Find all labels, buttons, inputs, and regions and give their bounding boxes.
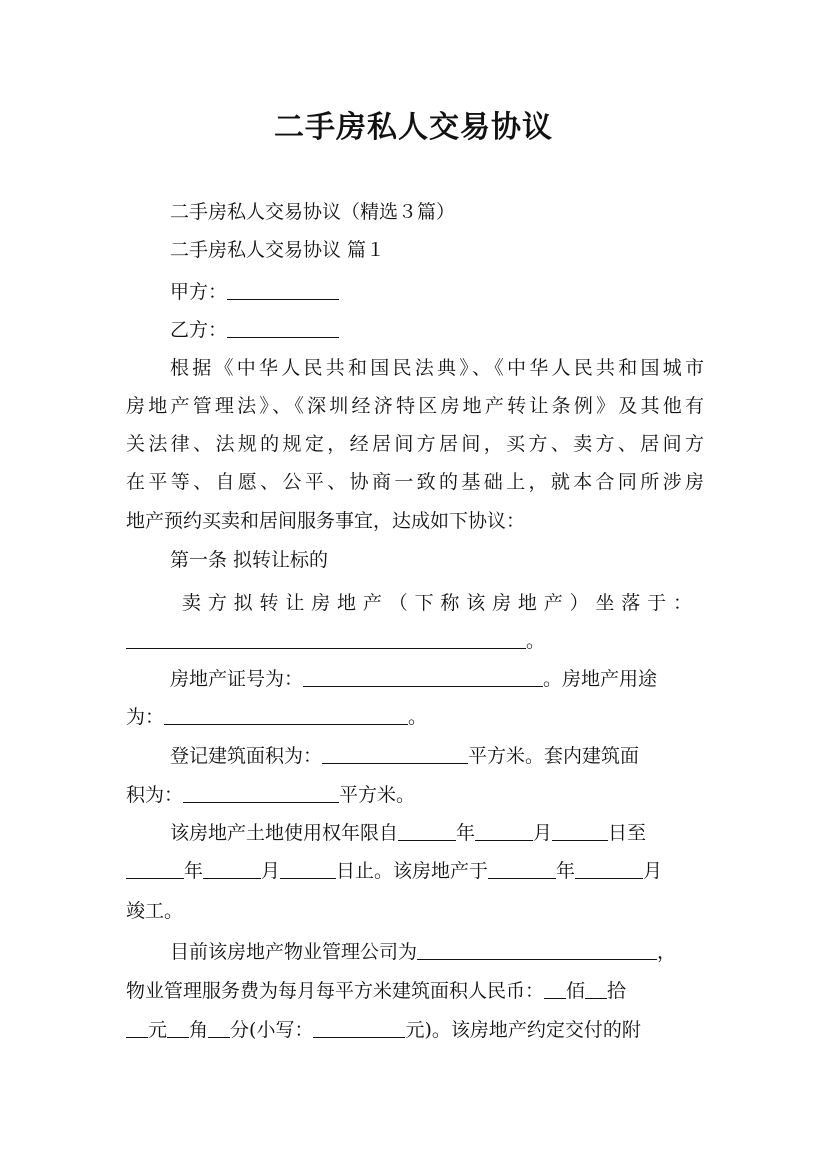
mgmt-blank xyxy=(417,941,657,960)
area-line: 登记建筑面积为： 平方米。套内建筑面 xyxy=(170,745,640,767)
basis-line-3: 关法律、法规的规定，经居间方居间，买方、卖方、居间方 xyxy=(126,433,704,455)
inner-area-blank xyxy=(183,784,339,803)
party-b-label: 乙方： xyxy=(170,319,228,341)
basis-line-5: 地产预约买卖和居间服务事宜，达成如下协议： xyxy=(126,510,526,532)
area-blank xyxy=(322,745,468,764)
party-a-label: 甲方： xyxy=(170,281,228,303)
cert-line: 房地产证号为： 。房地产用途 xyxy=(170,668,658,690)
fee-line-2: 元 角 分(小写： 元)。该房地产约定交付的附 xyxy=(126,1015,704,1045)
subtitle-selected: 二手房私人交易协议（精选３篇） xyxy=(170,201,456,223)
party-a-line xyxy=(170,277,704,307)
land-use-line-2: 年 月 日止。该房地产于 年 月 xyxy=(126,856,704,886)
completed-line: 竣工。 xyxy=(126,900,184,922)
section-heading: 二手房私人交易协议 篇１ xyxy=(170,239,386,261)
document-title: 二手房私人交易协议 xyxy=(274,110,553,145)
basis-line-1: 根据《中华人民共和国民法典》、《中华人民共和国城市 xyxy=(170,357,704,379)
party-a-blank xyxy=(227,281,339,300)
article-1-heading: 第一条 拟转让标的 xyxy=(170,549,329,571)
use-blank xyxy=(164,706,408,725)
land-use-line: 该房地产土地使用权年限自 年 月 日至 xyxy=(170,822,647,844)
location-line: 卖方拟转让房地产（下称该房地产）坐落于： xyxy=(182,592,692,614)
inner-area-line: 积为： 平方米。 xyxy=(126,784,416,806)
party-b-line xyxy=(170,315,704,345)
fee-line: 物业管理服务费为每月每平方米建筑面积人民币： 佰 拾 xyxy=(126,980,627,1002)
party-b-blank xyxy=(227,319,339,338)
location-blank xyxy=(126,630,526,649)
basis-line-2: 房地产管理法》、《深圳经济特区房地产转让条例》及其他有 xyxy=(126,395,704,417)
cert-blank xyxy=(303,668,543,687)
use-line: 为： 。 xyxy=(126,706,428,728)
location-blank-line: 。 xyxy=(126,626,704,656)
mgmt-line: 目前该房地产物业管理公司为 ， xyxy=(170,941,677,963)
basis-line-4: 在平等、自愿、公平、协商一致的基础上，就本合同所涉房 xyxy=(126,471,704,493)
